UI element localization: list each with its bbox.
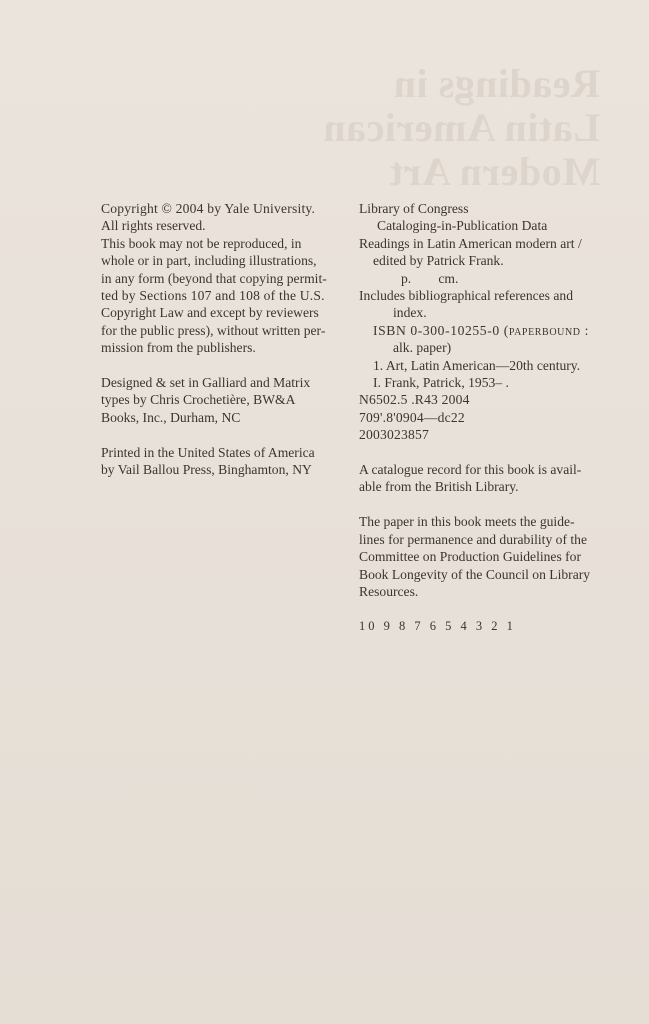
copyright-line: Copyright Law and except by reviewers	[101, 305, 319, 321]
paper-note-line: The paper in this book meets the guide-	[359, 514, 575, 530]
british-library-note	[359, 461, 609, 496]
paper-note-line: Book Longevity of the Council on Library	[359, 566, 591, 582]
right-column	[359, 200, 609, 635]
cip-editor: edited by Patrick Frank.	[373, 253, 504, 269]
printer-line: Printed in the United States of America	[101, 444, 315, 460]
cip-subject-1: 1. Art, Latin American—20th century.	[373, 357, 581, 373]
show-through-line: Latin American	[323, 105, 600, 150]
paper-note-line: lines for permanence and durability of the	[359, 531, 587, 547]
cip-call-number: N6502.5 .R43 2004	[359, 392, 470, 408]
british-library-line: able from the British Library.	[359, 479, 519, 495]
cip-subject-2: I. Frank, Patrick, 1953– .	[373, 375, 509, 391]
cip-dewey: 709'.8'0904—dc22	[359, 409, 465, 425]
copyright-line: This book may not be reproduced, in	[101, 235, 302, 251]
paper-note-line: Committee on Production Guidelines for	[359, 549, 582, 565]
printer-line: by Vail Ballou Press, Binghamton, NY	[101, 462, 312, 478]
copyright-line: for the public press), without written per-	[101, 322, 326, 338]
cip-alk-paper: alk. paper)	[393, 340, 452, 356]
paper-note-line: Resources.	[359, 583, 419, 599]
copyright-line: mission from the publishers.	[101, 340, 256, 356]
design-line: types by Chris Crochetière, BW&A	[101, 392, 296, 408]
british-library-line: A catalogue record for this book is avail-	[359, 462, 582, 478]
paper-permanence-note	[359, 513, 609, 600]
cip-heading: Library of Congress	[359, 201, 469, 216]
design-line: Books, Inc., Durham, NC	[101, 409, 241, 425]
show-through-title	[300, 62, 600, 194]
cip-data	[359, 200, 609, 444]
printer-credit	[101, 444, 336, 479]
cip-title: Readings in Latin American modern art /	[359, 235, 582, 251]
left-column	[101, 200, 336, 496]
copyright-line: Copyright © 2004 by Yale University.	[101, 201, 316, 216]
copyright-line: All rights reserved.	[101, 218, 206, 234]
show-through-line: Readings in	[393, 61, 600, 106]
printing-line: 10 9 8 7 6 5 4 3 2 1	[359, 618, 516, 633]
copyright-line: ted by Sections 107 and 108 of the U.S.	[101, 288, 325, 304]
cip-includes: Includes bibliographical references and	[359, 288, 574, 304]
cip-index: index.	[393, 305, 427, 321]
copyright-notice	[101, 200, 336, 357]
cip-isbn: ISBN 0-300-10255-0 (paperbound :	[373, 322, 589, 338]
design-credit	[101, 374, 336, 426]
cip-subheading: Cataloging-in-Publication Data	[377, 218, 548, 234]
copyright-line: in any form (beyond that copying permit-	[101, 270, 327, 286]
cip-lccn: 2003023857	[359, 427, 429, 443]
cip-pages: p. cm.	[401, 270, 459, 286]
show-through-line: Modern Art	[389, 149, 600, 194]
copyright-line: whole or in part, including illustrations,	[101, 253, 317, 269]
design-line: Designed & set in Galliard and Matrix	[101, 375, 311, 391]
